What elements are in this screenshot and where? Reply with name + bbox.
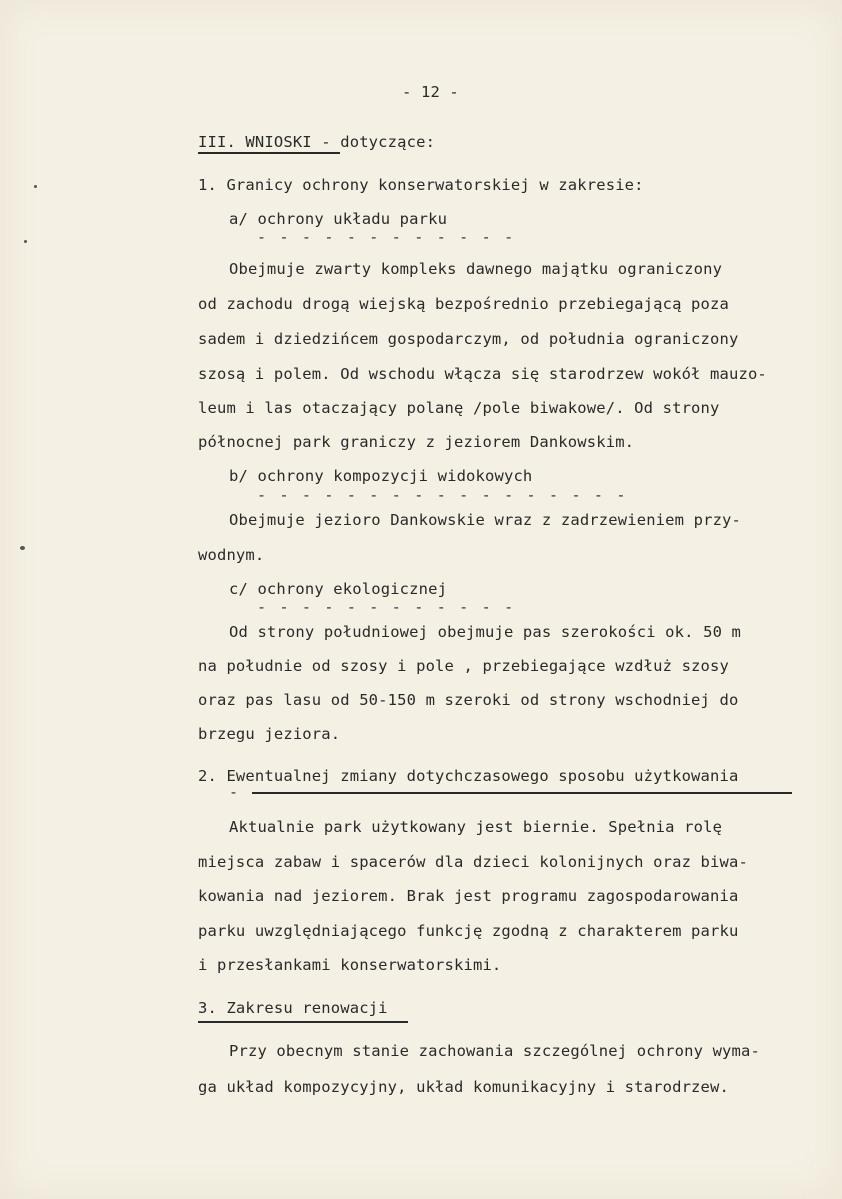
subsection-a-underline: - - - - - - - - - - - - <box>257 228 516 246</box>
section2-title-underline <box>252 792 792 794</box>
paragraph-line: na południe od szosy i pole , przebiegające wzdłuż szosy <box>198 657 729 675</box>
section1-title: 1. Granicy ochrony konserwatorskiej w zakresie: <box>198 176 644 194</box>
paragraph-line: Obejmuje zwarty kompleks dawnego majątku ograniczony <box>229 260 723 278</box>
paragraph-line: szosą i polem. Od wschodu włącza się starodrzew wokół mauzo- <box>198 365 767 383</box>
subsection-a-title: a/ ochrony układu parku <box>229 210 448 228</box>
paragraph-line: brzegu jeziora. <box>198 725 341 743</box>
section2-title: 2. Ewentualnej zmiany dotychczasowego sposobu użytkowania <box>198 767 739 785</box>
paper-speck <box>20 546 25 550</box>
subsection-c-underline: - - - - - - - - - - - - <box>257 598 516 616</box>
heading-underline <box>198 152 340 154</box>
section-heading: III. WNIOSKI - dotyczące: <box>198 133 436 151</box>
section2-number-underline: - <box>229 783 241 801</box>
paragraph-line: ga układ kompozycyjny, układ komunikacyjny i starodrzew. <box>198 1078 729 1096</box>
paragraph-line: leum i las otaczający polanę /pole biwakowe/. Od strony <box>198 399 720 417</box>
paragraph-line: północnej park graniczy z jeziorem Dankowskim. <box>198 433 635 451</box>
paragraph-line: sadem i dziedzińcem gospodarczym, od południa ograniczony <box>198 330 739 348</box>
paper-speck <box>34 185 37 188</box>
paragraph-line: od zachodu drogą wiejską bezpośrednio przebiegającą poza <box>198 295 729 313</box>
paper-speck <box>24 240 27 243</box>
subsection-c-title: c/ ochrony ekologicznej <box>229 580 448 598</box>
paragraph-line: Przy obecnym stanie zachowania szczególnej ochrony wyma- <box>229 1042 760 1060</box>
paragraph-line: Obejmuje jezioro Dankowskie wraz z zadrzewieniem przy- <box>229 511 742 529</box>
paragraph-line: wodnym. <box>198 546 265 564</box>
paragraph-line: i przesłankami konserwatorskimi. <box>198 956 502 974</box>
page-number: - 12 - <box>402 83 459 101</box>
paragraph-line: miejsca zabaw i spacerów dla dzieci kolonijnych oraz biwa- <box>198 853 748 871</box>
paragraph-line: kowania nad jeziorem. Brak jest programu zagospodarowania <box>198 887 739 905</box>
paragraph-line: parku uwzględniającego funkcję zgodną z charakterem parku <box>198 922 739 940</box>
paragraph-line: Od strony południowej obejmuje pas szerokości ok. 50 m <box>229 623 742 641</box>
paragraph-line: oraz pas lasu od 50-150 m szeroki od strony wschodniej do <box>198 691 739 709</box>
section3-title: 3. Zakresu renowacji <box>198 999 388 1017</box>
paragraph-line: Aktualnie park użytkowany jest biernie. Spełnia rolę <box>229 818 723 836</box>
subsection-b-title: b/ ochrony kompozycji widokowych <box>229 467 533 485</box>
section3-title-underline <box>198 1021 408 1023</box>
subsection-b-underline: - - - - - - - - - - - - - - - - - <box>257 486 628 504</box>
